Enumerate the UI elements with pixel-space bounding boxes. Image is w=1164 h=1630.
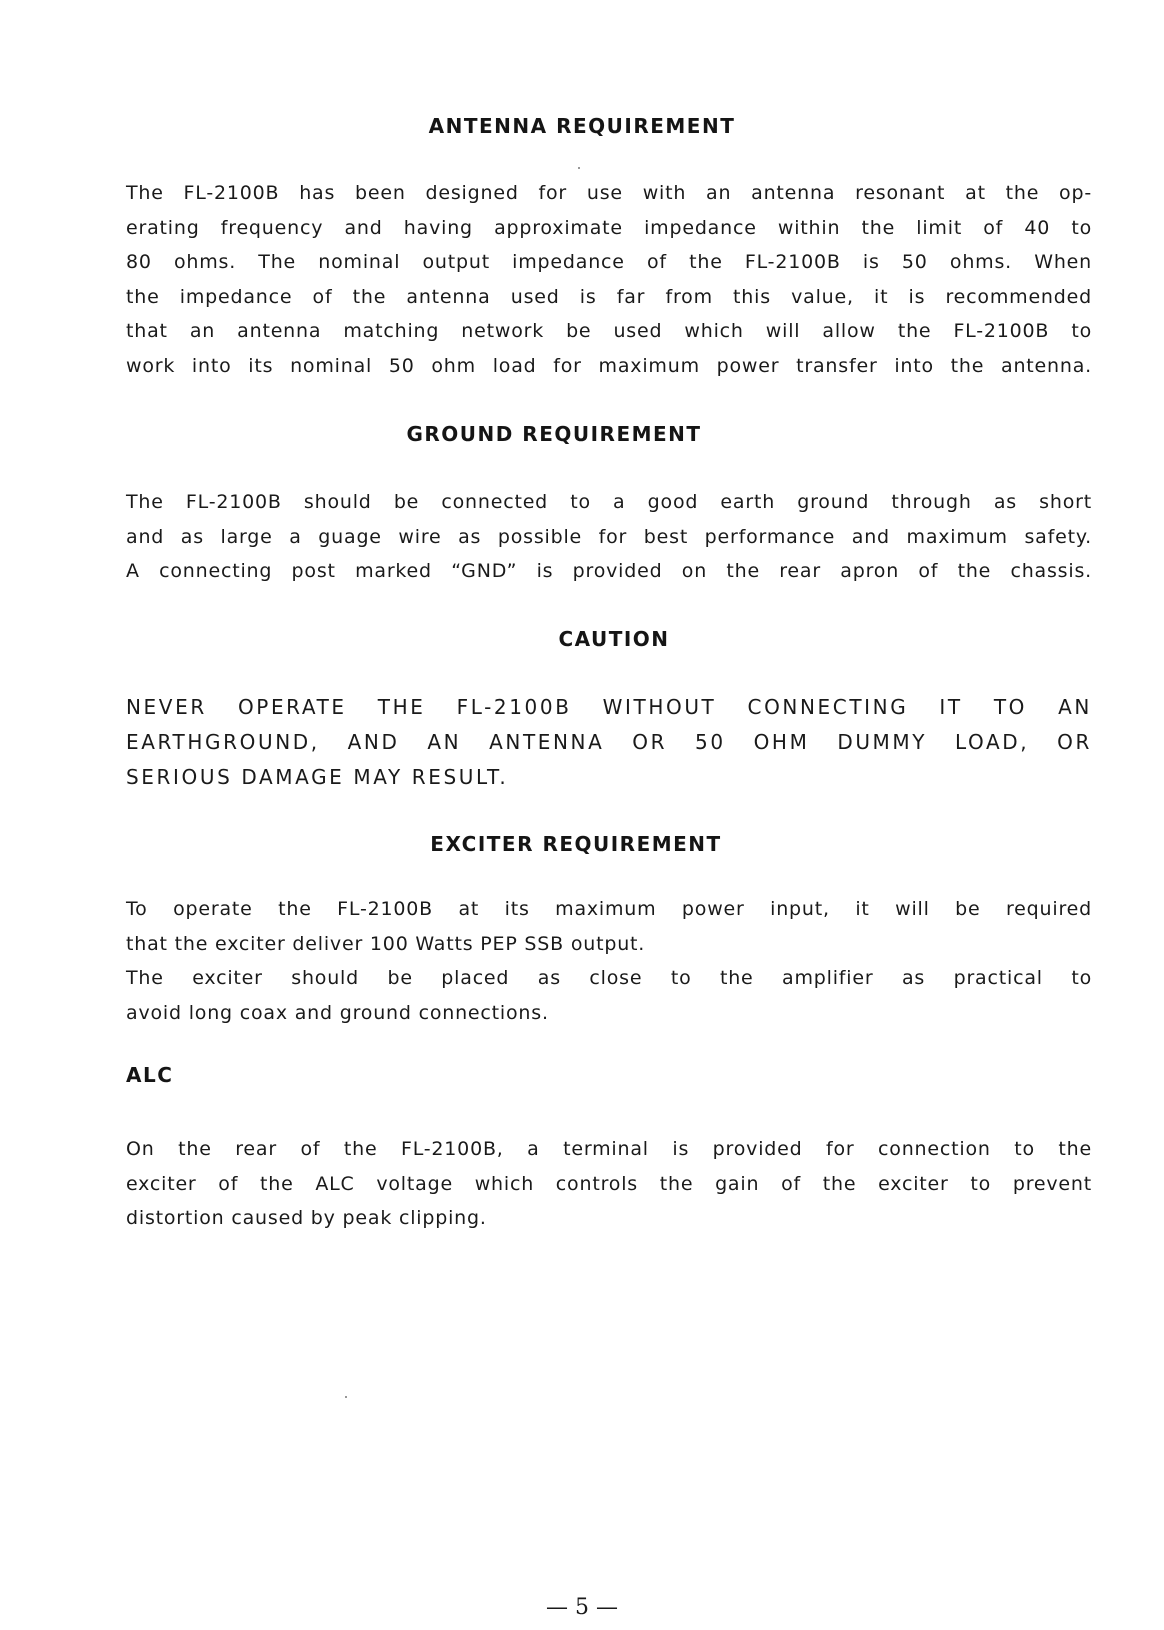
page-number: — 5 — (546, 1595, 618, 1620)
paragraph-line: distortion caused by peak clipping. (126, 1207, 487, 1229)
paragraph-line: exciter of the ALC voltage which controls the gain of the exciter to prevent (126, 1172, 1092, 1195)
exciter-requirement-heading: EXCITER REQUIREMENT (430, 832, 722, 856)
antenna-requirement-paragraph (126, 176, 1092, 383)
paragraph-line: work into its nominal 50 ohm load for maximum power transfer into the antenna. (126, 354, 1092, 377)
paragraph-line: A connecting post marked “GND” is provided on the rear apron of the chassis. (126, 560, 1092, 582)
paragraph-line: that the exciter deliver 100 Watts PEP SSB output. (126, 932, 646, 955)
alc-paragraph (126, 1132, 1092, 1236)
exciter-requirement-paragraph (126, 892, 1092, 1030)
paragraph-line: SERIOUS DAMAGE MAY RESULT. (126, 765, 509, 789)
paragraph-line: To operate the FL-2100B at its maximum power input, it will be required (126, 898, 1092, 920)
paragraph-line: 80 ohms. The nominal output impedance of the FL-2100B is 50 ohms. When (126, 251, 1092, 273)
paragraph-line: On the rear of the FL-2100B, a terminal is provided for connection to the (126, 1138, 1092, 1160)
paragraph-line: The exciter should be placed as close to the amplifier as practical to (126, 967, 1092, 989)
ground-requirement-heading: GROUND REQUIREMENT (406, 422, 702, 446)
paragraph-line: and as large a guage wire as possible for best performance and maximum safety. (126, 525, 1092, 548)
paragraph-line: the impedance of the antenna used is far from this value, it is recommended (126, 285, 1092, 308)
alc-heading: ALC (126, 1063, 174, 1087)
paragraph-line: The FL-2100B should be connected to a good earth ground through as short (126, 491, 1092, 513)
scan-speck (345, 1396, 347, 1398)
paragraph-line: erating frequency and having approximate impedance within the limit of 40 to (126, 216, 1092, 239)
paragraph-line: avoid long coax and ground connections. (126, 1001, 549, 1024)
paragraph-line: NEVER OPERATE THE FL-2100B WITHOUT CONNECTING IT TO AN (126, 695, 1092, 719)
ground-requirement-paragraph (126, 485, 1092, 589)
paragraph-line: EARTHGROUND, AND AN ANTENNA OR 50 OHM DUMMY LOAD, OR (126, 730, 1092, 754)
antenna-requirement-heading: ANTENNA REQUIREMENT (428, 114, 736, 138)
caution-paragraph (126, 690, 1092, 795)
caution-heading: CAUTION (558, 627, 670, 651)
scan-speck (578, 167, 580, 169)
paragraph-line: that an antenna matching network be used which will allow the FL-2100B to (126, 320, 1092, 342)
paragraph-line: The FL-2100B has been designed for use with an antenna resonant at the op- (126, 182, 1092, 204)
